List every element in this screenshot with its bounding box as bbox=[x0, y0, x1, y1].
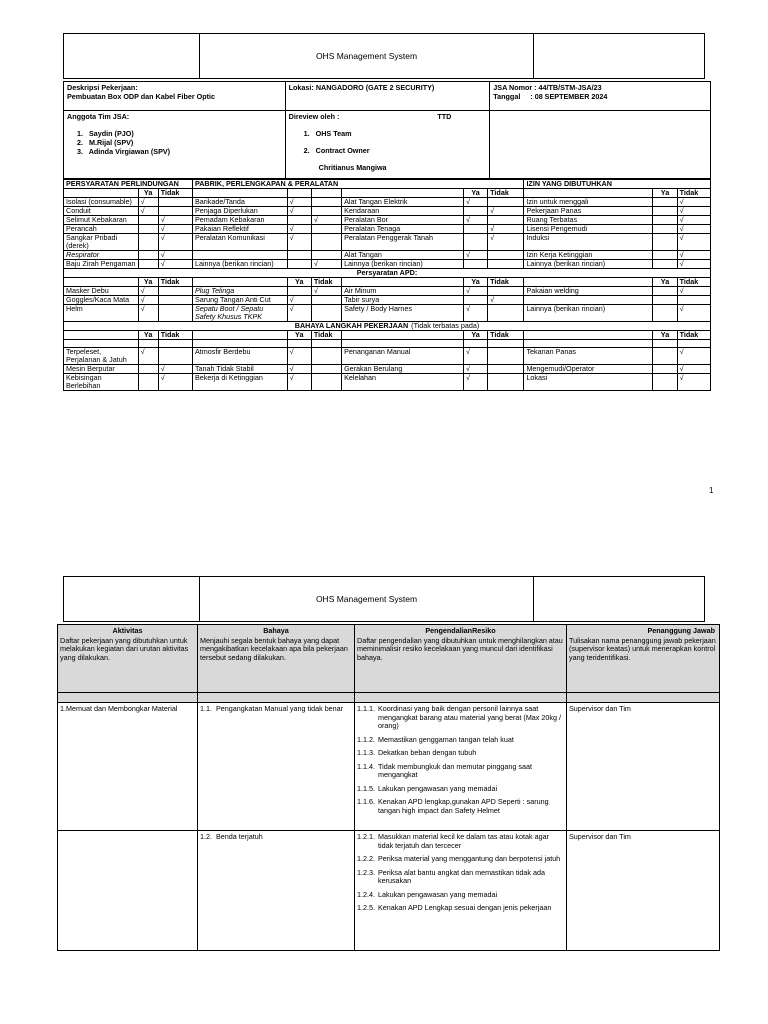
jsa-info-table bbox=[63, 81, 711, 179]
item-label: Penjaga Diperlukan bbox=[192, 207, 287, 216]
ya-header: Ya bbox=[653, 278, 677, 287]
tidak-header: Tidak bbox=[158, 189, 192, 198]
job-description-label: Deskripsi Pekerjaan: bbox=[67, 83, 138, 92]
ya-check bbox=[138, 251, 158, 260]
risk-control-table bbox=[57, 624, 720, 951]
control-item bbox=[357, 736, 564, 745]
control-number: 1.2.4. bbox=[357, 889, 375, 899]
section-title-text: BAHAYA LANGKAH PEKERJAAN bbox=[294, 321, 409, 330]
ya-check: √ bbox=[464, 305, 488, 322]
responsible-cell: Supervisor dan Tim bbox=[567, 831, 720, 951]
tidak-check: √ bbox=[311, 216, 341, 225]
ya-header: Ya bbox=[464, 189, 488, 198]
activity-cell bbox=[58, 831, 198, 951]
reviewer: 2. Contract Owner bbox=[303, 146, 370, 155]
tidak-check: √ bbox=[677, 374, 710, 391]
item-label: Lainnya (berikan rincian) bbox=[342, 260, 464, 269]
ya-check: √ bbox=[464, 216, 488, 225]
item-label: Mengemudi/Operator bbox=[524, 365, 653, 374]
ya-header: Ya bbox=[287, 331, 311, 340]
section-header: IZIN YANG DIBUTUHKAN bbox=[524, 180, 711, 189]
logo-cell bbox=[64, 34, 200, 78]
control-number: 1.2.1. bbox=[357, 832, 375, 841]
item-label: Kendaraan bbox=[342, 207, 464, 216]
tidak-check bbox=[311, 348, 341, 365]
control-cell bbox=[355, 703, 567, 831]
ya-check: √ bbox=[287, 234, 311, 251]
tidak-check: √ bbox=[677, 348, 710, 365]
tidak-check: √ bbox=[677, 251, 710, 260]
control-number: 1.1.2. bbox=[357, 734, 375, 744]
tidak-check: √ bbox=[677, 234, 710, 251]
item-label: Induksi bbox=[524, 234, 653, 251]
blank bbox=[64, 331, 139, 340]
ya-check: √ bbox=[464, 251, 488, 260]
ya-check bbox=[653, 234, 677, 251]
yes-no-header bbox=[64, 331, 711, 340]
tidak-header: Tidak bbox=[488, 278, 524, 287]
ya-check: √ bbox=[138, 207, 158, 216]
col-title: Bahaya bbox=[263, 626, 289, 635]
ya-check bbox=[653, 198, 677, 207]
item-label: Lainnya (berikan rincian) bbox=[524, 260, 653, 269]
tidak-check bbox=[158, 348, 192, 365]
tidak-header: Tidak bbox=[158, 278, 192, 287]
ya-check bbox=[653, 296, 677, 305]
table-row bbox=[58, 831, 720, 951]
item-label: Peralatan Bor bbox=[342, 216, 464, 225]
table-row bbox=[64, 198, 711, 207]
activity-cell: 1.Memuat dan Membongkar Material bbox=[58, 703, 198, 831]
hazard-number: 1.1. bbox=[200, 704, 212, 713]
hazard-text: Pengangkatan Manual yang tidak benar bbox=[216, 704, 344, 713]
control-number: 1.1.6. bbox=[357, 797, 375, 806]
blank bbox=[311, 189, 341, 198]
ya-check: √ bbox=[287, 365, 311, 374]
control-text: Tidak membungkuk dan memutar pinggang saat mengangkat bbox=[377, 761, 532, 779]
reviewer-name: Chritianus Mangiwa bbox=[318, 163, 387, 172]
header-title: OHS Management System bbox=[200, 34, 534, 78]
team-member: 2. M.Rijal (SPV) bbox=[77, 138, 134, 147]
ya-check bbox=[653, 207, 677, 216]
ya-check: √ bbox=[138, 287, 158, 296]
col-title: Penanggung Jawab bbox=[647, 626, 715, 635]
ya-check bbox=[653, 305, 677, 322]
item-label: Isolasi (consumable) bbox=[64, 198, 139, 207]
ya-check: √ bbox=[287, 348, 311, 365]
ya-header: Ya bbox=[653, 189, 677, 198]
reviewer: 1. OHS Team bbox=[303, 129, 352, 138]
ya-check bbox=[653, 216, 677, 225]
blank bbox=[342, 331, 464, 340]
item-label: Terpeleset, Perjalanan & Jatuh bbox=[64, 348, 139, 365]
item-label: Sangkar Pribadi (derek) bbox=[64, 234, 139, 251]
ya-check bbox=[464, 225, 488, 234]
ya-check: √ bbox=[287, 207, 311, 216]
tidak-check: √ bbox=[677, 198, 710, 207]
item-label: Baju Zirah Pengaman bbox=[64, 260, 139, 269]
control-text: Dekatkan beban dengan tubuh bbox=[377, 748, 477, 757]
control-cell bbox=[355, 831, 567, 951]
control-number: 1.1.4. bbox=[357, 761, 375, 771]
item-label: Air Minum bbox=[342, 287, 464, 296]
ya-check bbox=[138, 374, 158, 391]
ya-check bbox=[653, 374, 677, 391]
control-text: Kenakan APD Lengkap sesuai dengan jenis pekerjaan bbox=[377, 903, 552, 912]
hazard-cell bbox=[198, 703, 355, 831]
tidak-header: Tidak bbox=[488, 189, 524, 198]
item-label: Goggles/Kaca Mata bbox=[64, 296, 139, 305]
tidak-check: √ bbox=[677, 305, 710, 322]
control-text: Lakukan pengawasan yang memadai bbox=[377, 889, 498, 899]
item-label: Peralatan Penggerak Tanah bbox=[342, 234, 464, 251]
tidak-check: √ bbox=[488, 207, 524, 216]
item-label: Peralatan Komunikasi bbox=[192, 234, 287, 251]
table-row bbox=[64, 234, 711, 251]
ya-header: Ya bbox=[138, 278, 158, 287]
tidak-check bbox=[488, 348, 524, 365]
job-description-value: Pembuatan Box ODP dan Kabel Fiber Optic bbox=[67, 92, 216, 101]
col-pengendalian bbox=[355, 625, 567, 693]
blank bbox=[192, 331, 287, 340]
table-row bbox=[58, 703, 720, 831]
item-label: Kebisingan Berlebihan bbox=[64, 374, 139, 391]
item-label: Barikade/Tanda bbox=[192, 198, 287, 207]
item-label: Izin untuk menggali bbox=[524, 198, 653, 207]
team-member: 3. Adinda Virgiawan (SPV) bbox=[77, 147, 171, 156]
ya-check bbox=[287, 260, 311, 269]
item-label: Pemadam Kebakaran bbox=[192, 216, 287, 225]
tidak-check: √ bbox=[677, 287, 710, 296]
ya-check: √ bbox=[138, 348, 158, 365]
control-item bbox=[357, 705, 564, 731]
control-text: Kenakan APD lengkap,gunakan APD Seperti : sarung tangan high impact dan Safety Helmet bbox=[377, 797, 549, 815]
item-label: Helm bbox=[64, 305, 139, 322]
tidak-header: Tidak bbox=[311, 278, 341, 287]
page-number: 1 bbox=[709, 486, 714, 495]
col-title: Aktivitas bbox=[112, 626, 143, 635]
item-label: Kelelahan bbox=[342, 374, 464, 391]
ya-check: √ bbox=[464, 287, 488, 296]
tidak-check bbox=[488, 251, 524, 260]
ya-check bbox=[653, 348, 677, 365]
ya-check bbox=[653, 260, 677, 269]
section-title-note: (Tidak terbatas pada) bbox=[411, 321, 480, 330]
ya-check: √ bbox=[138, 305, 158, 322]
item-label: Ruang Terbatas bbox=[524, 216, 653, 225]
ya-check bbox=[138, 234, 158, 251]
tidak-check: √ bbox=[158, 260, 192, 269]
tidak-check: √ bbox=[677, 260, 710, 269]
control-text: Memastikan genggaman tangan telah kuat bbox=[377, 734, 514, 744]
ya-check: √ bbox=[138, 296, 158, 305]
ya-header: Ya bbox=[464, 278, 488, 287]
col-desc: Daftar pengendalian yang dibutuhkan untuk menghilangkan atau meminimalisir resiko kecelakaan yang muncul dari identifikasi bahaya. bbox=[357, 635, 563, 662]
team-label: Anggota Tim JSA: bbox=[67, 112, 130, 121]
item-label: Respirator bbox=[64, 251, 139, 260]
item-label: Lainnya (berikan rincian) bbox=[192, 260, 287, 269]
tidak-check: √ bbox=[158, 365, 192, 374]
review-label: Direview oleh : bbox=[288, 112, 340, 121]
item-label: Alat Tangan bbox=[342, 251, 464, 260]
tidak-check bbox=[311, 198, 341, 207]
tidak-header: Tidak bbox=[311, 331, 341, 340]
location: Lokasi: NANGADORO (GATE 2 SECURITY) bbox=[285, 82, 490, 111]
tidak-check: √ bbox=[158, 374, 192, 391]
item-label: Gerakan Berulang bbox=[342, 365, 464, 374]
section-header: PABRIK, PERLENGKAPAN & PERALATAN bbox=[192, 180, 523, 189]
col-bahaya bbox=[198, 625, 355, 693]
ya-check: √ bbox=[287, 198, 311, 207]
control-item bbox=[357, 904, 564, 913]
tidak-check bbox=[488, 365, 524, 374]
control-item bbox=[357, 785, 564, 794]
ya-check: √ bbox=[464, 198, 488, 207]
ya-check: √ bbox=[287, 374, 311, 391]
page-header-2 bbox=[63, 576, 705, 622]
col-desc: Tulisakan nama penanggung jawab pekerjaan (supervisor keatas) untuk menerapkan kontrol yang teridentifikasi. bbox=[569, 635, 716, 662]
ya-check: √ bbox=[287, 296, 311, 305]
table-row bbox=[64, 305, 711, 322]
item-label: Lokasi bbox=[524, 374, 653, 391]
ya-header: Ya bbox=[287, 278, 311, 287]
item-label: Peralatan Tenaga bbox=[342, 225, 464, 234]
item-label: Sarung Tangan Anti Cut bbox=[192, 296, 287, 305]
col-title: PengendalianResiko bbox=[425, 626, 496, 635]
item-label: Alat Tangan Elektrik bbox=[342, 198, 464, 207]
ya-check bbox=[138, 260, 158, 269]
hazard-cell bbox=[198, 831, 355, 951]
control-item bbox=[357, 798, 564, 815]
tidak-check: √ bbox=[677, 216, 710, 225]
empty-cell bbox=[490, 111, 711, 179]
item-label: Izin Kerja Ketinggian bbox=[524, 251, 653, 260]
control-item bbox=[357, 855, 564, 864]
yes-no-header bbox=[64, 278, 711, 287]
item-label: Tabir surya bbox=[342, 296, 464, 305]
ya-check: √ bbox=[287, 305, 311, 322]
tidak-check bbox=[311, 234, 341, 251]
ya-check bbox=[653, 225, 677, 234]
control-number: 1.2.5. bbox=[357, 903, 375, 912]
header-right-cell bbox=[534, 577, 704, 621]
ya-header: Ya bbox=[138, 331, 158, 340]
tidak-check bbox=[158, 287, 192, 296]
control-number: 1.1.1. bbox=[357, 704, 375, 713]
item-label: Perancah bbox=[64, 225, 139, 234]
ya-check bbox=[138, 225, 158, 234]
table-header-row bbox=[58, 625, 720, 693]
tidak-check: √ bbox=[677, 207, 710, 216]
control-item bbox=[357, 869, 564, 886]
ya-header: Ya bbox=[653, 331, 677, 340]
tidak-check: √ bbox=[158, 251, 192, 260]
tidak-check bbox=[158, 305, 192, 322]
tidak-header: Tidak bbox=[488, 331, 524, 340]
review-cell bbox=[285, 111, 490, 179]
tidak-check: √ bbox=[158, 234, 192, 251]
logo-cell bbox=[64, 577, 200, 621]
table-row bbox=[64, 287, 711, 296]
ya-check bbox=[464, 234, 488, 251]
header-right-cell bbox=[534, 34, 704, 78]
tidak-check: √ bbox=[158, 225, 192, 234]
control-number: 1.1.5. bbox=[357, 783, 375, 793]
control-item bbox=[357, 763, 564, 780]
item-label: Bekerja di Ketinggian bbox=[192, 374, 287, 391]
control-text: Masukkan material kecil ke dalam tas atau kotak agar tidak terjatuh dan tercecer bbox=[377, 832, 549, 850]
tidak-check bbox=[311, 374, 341, 391]
item-label: Pakaian Reflektif bbox=[192, 225, 287, 234]
responsible-cell: Supervisor dan Tim bbox=[567, 703, 720, 831]
header-title: OHS Management System bbox=[200, 577, 534, 621]
control-text: Lakukan pengawasan yang memadai bbox=[377, 783, 498, 793]
item-label: Tekanan Panas bbox=[524, 348, 653, 365]
item-label: Pakaian welding bbox=[524, 287, 653, 296]
item-label: Conduit bbox=[64, 207, 139, 216]
checklist-table bbox=[63, 179, 711, 391]
control-item bbox=[357, 891, 564, 900]
item-label: Tanah Tidak Stabil bbox=[192, 365, 287, 374]
item-label: Pekerjaan Panas bbox=[524, 207, 653, 216]
tidak-check bbox=[311, 225, 341, 234]
team-cell bbox=[64, 111, 286, 179]
col-aktivitas bbox=[58, 625, 198, 693]
tidak-check bbox=[311, 365, 341, 374]
item-label: Sepatu Boot / Sepatu Safety Khusus TKPK bbox=[192, 305, 287, 322]
item-label: Penanganan Manual bbox=[342, 348, 464, 365]
control-number: 1.2.2. bbox=[357, 854, 375, 863]
jsa-number: JSA Nomor : 44/TB/STM-JSA/23 bbox=[493, 83, 602, 92]
table-spacer-row bbox=[58, 693, 720, 703]
ya-check bbox=[287, 251, 311, 260]
control-text: Periksa alat bantu angkat dan memastikan tidak ada kerusakan bbox=[377, 867, 545, 885]
tidak-check bbox=[488, 374, 524, 391]
ya-header: Ya bbox=[138, 189, 158, 198]
col-penanggung-jawab bbox=[567, 625, 720, 693]
section-header: PERSYARATAN PERLINDUNGAN bbox=[64, 180, 193, 189]
ya-check: √ bbox=[464, 365, 488, 374]
tidak-header: Tidak bbox=[677, 331, 710, 340]
page-header bbox=[63, 33, 705, 79]
ya-check bbox=[464, 260, 488, 269]
ya-check bbox=[653, 287, 677, 296]
tidak-check bbox=[311, 305, 341, 322]
table-row bbox=[64, 348, 711, 365]
ttd-label: TTD bbox=[437, 112, 452, 121]
tidak-check bbox=[488, 260, 524, 269]
tidak-check: √ bbox=[677, 225, 710, 234]
tidak-check bbox=[158, 198, 192, 207]
tidak-header: Tidak bbox=[677, 278, 710, 287]
table-row bbox=[64, 374, 711, 391]
control-text: Periksa material yang menggantung dan berpotensi jatuh bbox=[377, 854, 561, 863]
tidak-check bbox=[158, 296, 192, 305]
tidak-check: √ bbox=[311, 287, 341, 296]
tidak-header: Tidak bbox=[677, 189, 710, 198]
section-title: Persyaratan APD: bbox=[64, 269, 711, 278]
item-label: Lisensi Pengemudi bbox=[524, 225, 653, 234]
job-description-cell bbox=[64, 82, 286, 111]
hazard-number: 1.2. bbox=[200, 832, 212, 841]
ya-check: √ bbox=[287, 225, 311, 234]
col-desc: Daftar pekerjaan yang dibutuhkan untuk melakukan kegiatan dari urutan aktivitas yang dilakukan. bbox=[60, 635, 189, 662]
ya-check: √ bbox=[464, 374, 488, 391]
item-label: Lainnya (berikan rincian) bbox=[524, 305, 653, 322]
jsa-number-cell bbox=[490, 82, 711, 111]
item-label: Plug Telinga bbox=[192, 287, 287, 296]
tidak-check: √ bbox=[488, 234, 524, 251]
tidak-check: √ bbox=[158, 216, 192, 225]
item-label: Masker Debu bbox=[64, 287, 139, 296]
control-number: 1.2.3. bbox=[357, 867, 375, 877]
team-member: 1. Saydin (PJO) bbox=[77, 129, 134, 138]
ya-check bbox=[653, 251, 677, 260]
tidak-header: Tidak bbox=[158, 331, 192, 340]
item-label: Atmosfir Berdebu bbox=[192, 348, 287, 365]
ya-check bbox=[138, 365, 158, 374]
ya-check bbox=[653, 365, 677, 374]
tidak-check bbox=[488, 305, 524, 322]
item-label: Mesin Berputar bbox=[64, 365, 139, 374]
control-text: Koordinasi yang baik dengan personil lainnya saat mengangkat barang atau material yang berat (Max 20kg / orang) bbox=[377, 704, 561, 730]
ya-check bbox=[138, 216, 158, 225]
tidak-check bbox=[311, 296, 341, 305]
item-label: Selimut Kebakaran bbox=[64, 216, 139, 225]
control-number: 1.1.3. bbox=[357, 748, 375, 757]
jsa-date: Tanggal : 08 SEPTEMBER 2024 bbox=[493, 92, 608, 101]
control-item bbox=[357, 749, 564, 758]
tidak-check: √ bbox=[488, 225, 524, 234]
control-item bbox=[357, 833, 564, 850]
hazard-text: Benda terjatuh bbox=[216, 832, 263, 841]
col-desc: Menjauhi segala bentuk bahaya yang dapat mengakibatkan kecelakaan apa bila pekerjaan tersebut sedang dilakukan. bbox=[200, 635, 348, 662]
tidak-check: √ bbox=[311, 260, 341, 269]
tidak-check: √ bbox=[677, 365, 710, 374]
ya-check: √ bbox=[464, 348, 488, 365]
ya-check: √ bbox=[138, 198, 158, 207]
item-label: Safety / Body Harnes bbox=[342, 305, 464, 322]
blank bbox=[524, 331, 653, 340]
tidak-check: √ bbox=[488, 296, 524, 305]
ya-header: Ya bbox=[464, 331, 488, 340]
